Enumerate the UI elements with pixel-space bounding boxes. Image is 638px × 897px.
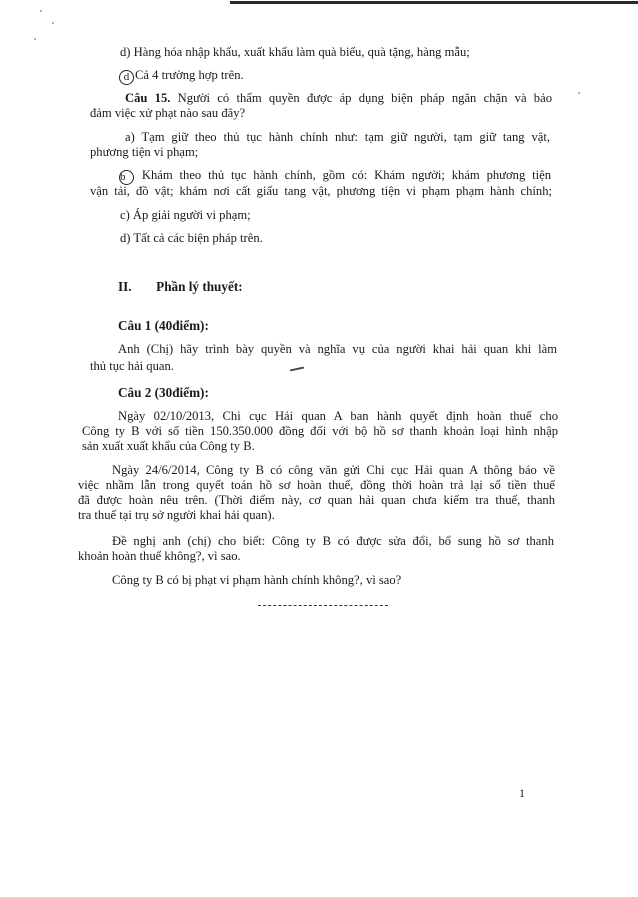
page-number: 1 <box>519 786 525 800</box>
circled-answer-mark: b <box>119 170 134 185</box>
cau1-heading: Câu 1 (40điểm): <box>118 318 209 333</box>
cau1-line2: thủ tục hải quan. <box>90 359 174 373</box>
q15-option-c: c) Áp giải người vi phạm; <box>120 208 251 222</box>
cau2-p4-line1: Công ty B có bị phạt vi phạm hành chính không?, vì sao? <box>112 573 402 587</box>
q15-label: Câu 15. <box>125 91 171 105</box>
cau2-p3-line1: Đề nghị anh (chị) cho biết: Công ty B có được sửa đổi, bổ sung hồ sơ thanh <box>112 534 554 548</box>
cau2-p1-line2: Công ty B với số tiền 150.350.000 đồng đối với bộ hồ sơ thanh khoản loại hình nhập <box>82 424 558 438</box>
q15-option-d: d) Tất cả các biện pháp trên. <box>120 231 263 245</box>
q14-option-d: d) Hàng hóa nhập khẩu, xuất khẩu làm quà biếu, quà tặng, hàng mẫu; <box>120 45 470 59</box>
q15-option-b-line2: vận tải, đồ vật; khám nơi cất giấu tang vật, phương tiện vi phạm phạm hành chính; <box>90 184 552 198</box>
section-heading: II. Phần lý thuyết: <box>118 279 243 294</box>
cau2-p1-line3: sản xuất xuất khẩu của Công ty B. <box>82 439 255 453</box>
cau2-heading: Câu 2 (30điểm): <box>118 385 209 400</box>
cau2-p1-line1: Ngày 02/10/2013, Chi cục Hải quan A ban hành quyết định hoàn thuế cho <box>118 409 558 423</box>
scan-speck <box>34 38 36 40</box>
q15-question-line2: đảm việc xử phạt nào sau đây? <box>90 106 246 120</box>
q15-option-b-line1: b Khám theo thủ tục hành chính, gồm có: Khám người; khám phương tiện <box>120 168 551 183</box>
cau2-p2-line1: Ngày 24/6/2014, Công ty B có công văn gửi Chi cục Hải quan A thông báo về <box>112 463 555 477</box>
cau2-p2-line3: đã được hoàn nêu trên. (Thời điểm này, cơ quan hải quan chưa kiểm tra thuế, thanh <box>78 493 555 507</box>
scan-speck <box>578 92 580 94</box>
scan-speck <box>40 10 42 12</box>
end-divider <box>258 605 388 606</box>
cau2-p2-line2: việc nhầm lẫn trong quyết toán hồ sơ hoàn thuế, đồng thời hoàn trả lại số tiền thuế <box>78 478 555 492</box>
top-border-line <box>230 1 638 4</box>
q14-option-all: d Cả 4 trường hợp trên. <box>119 68 244 85</box>
q15-option-a-line1: a) Tạm giữ theo thủ tục hành chính như: tạm giữ người, tạm giữ tang vật, <box>125 130 550 144</box>
cau2-p3-line2: khoản hoàn thuế không?, vì sao. <box>78 549 241 563</box>
q15-question-line1: Câu 15. Người có thẩm quyền được áp dụng biện pháp ngăn chặn và bảo <box>125 91 552 105</box>
circled-answer-mark: d <box>119 70 134 85</box>
scan-speck <box>52 22 54 24</box>
cau2-p2-line4: tra thuế tại trụ sở người khai hải quan). <box>78 508 275 522</box>
cau1-line1: Anh (Chị) hãy trình bày quyền và nghĩa vụ của người khai hải quan khi làm <box>118 342 557 356</box>
q15-option-a-line2: phương tiện vi phạm; <box>90 145 199 159</box>
pen-tick-mark <box>290 367 304 372</box>
